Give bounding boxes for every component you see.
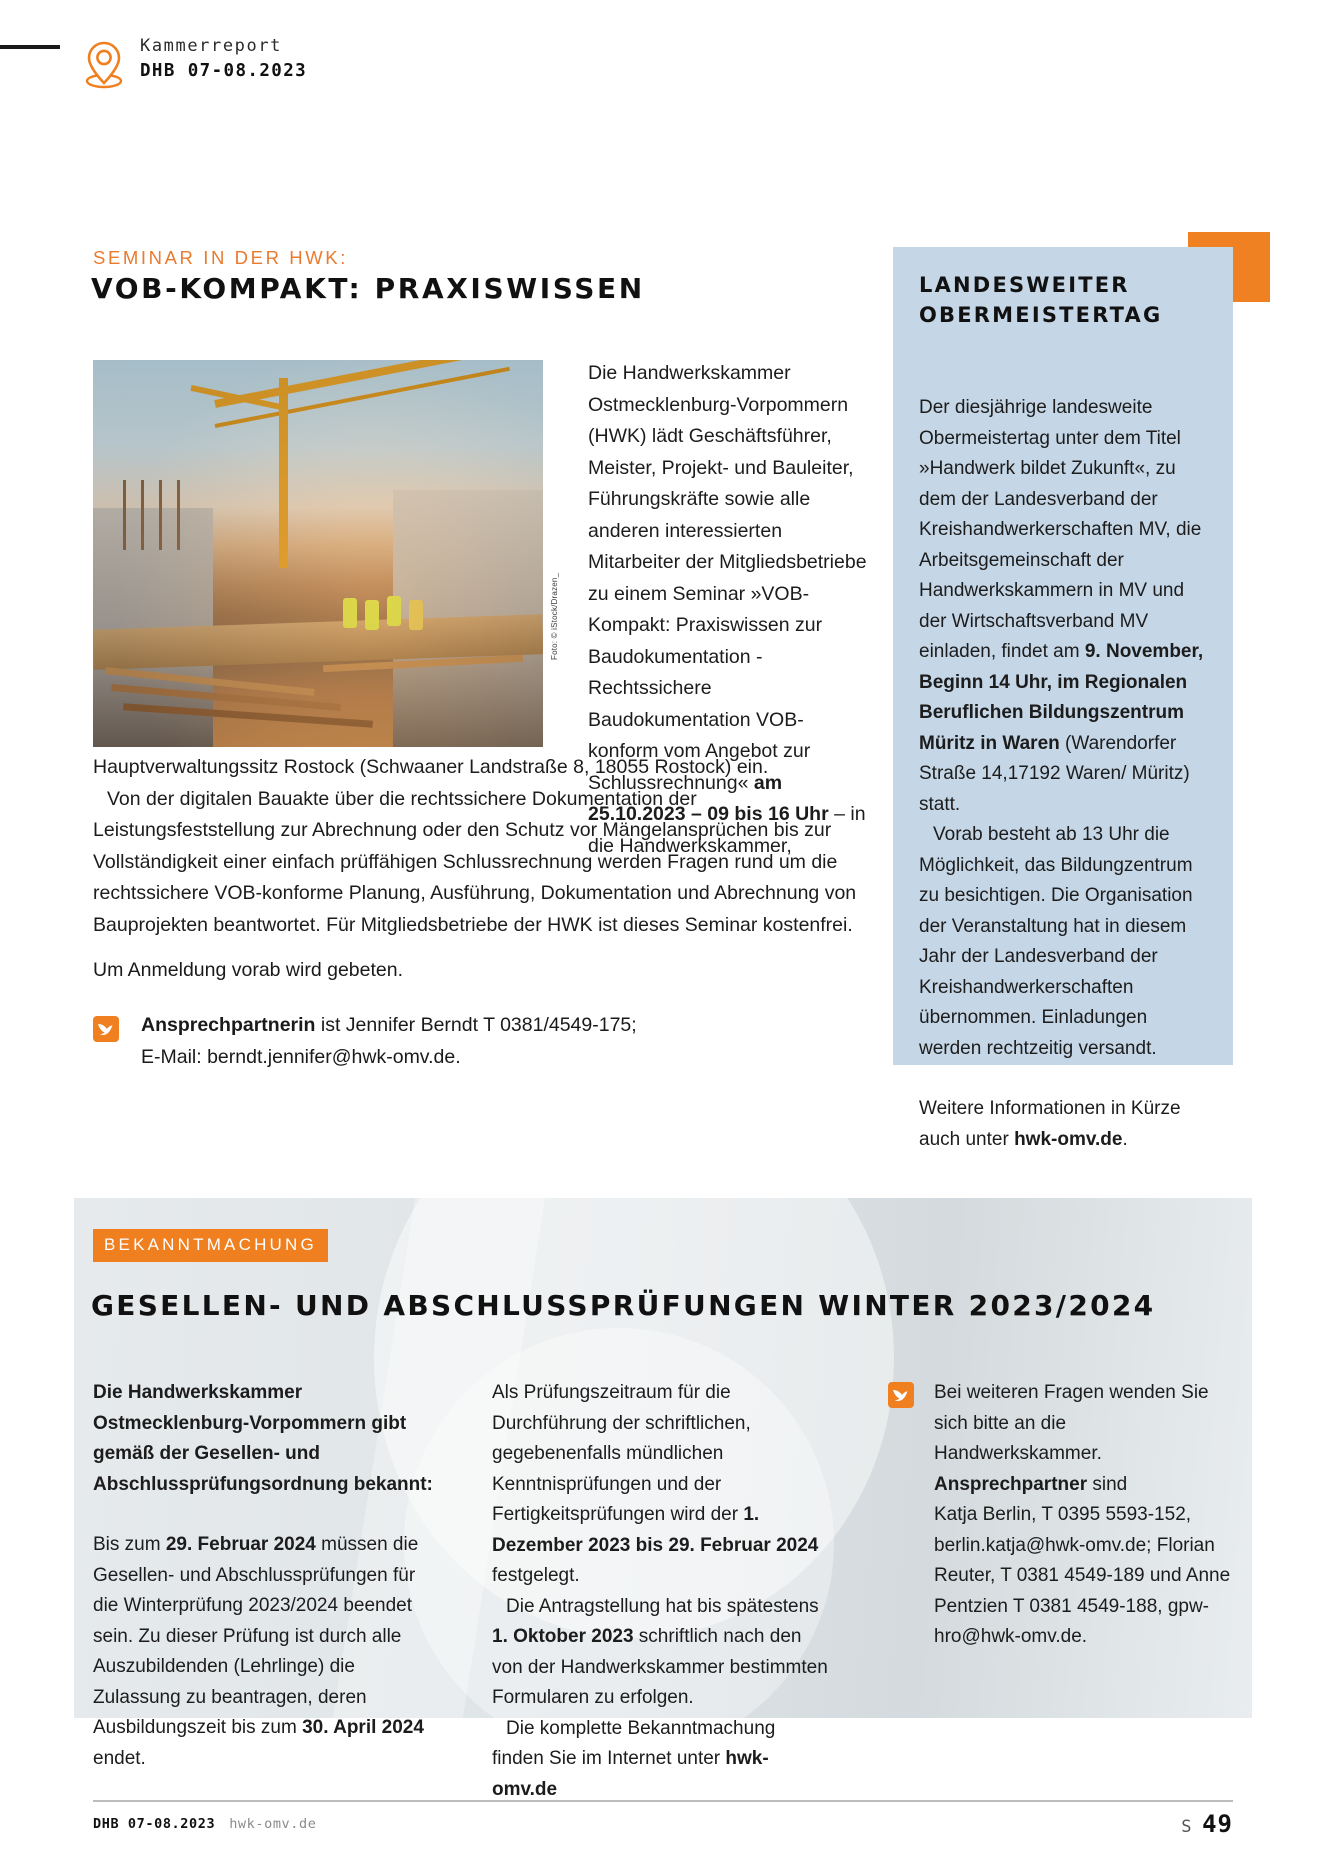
- bekanntmachung-col2-p1: [492, 1378, 832, 1592]
- footer-issue: DHB 07-08.2023: [93, 1816, 216, 1832]
- header-kammerreport-label: Kammerreport: [140, 36, 283, 56]
- seminar-intro-tail: – in die Handwerkskammer,: [588, 803, 866, 857]
- sidebar-para3-tail: .: [1122, 1128, 1128, 1150]
- orange-corner-accent-vertical: [1230, 232, 1270, 302]
- footer-left: [93, 1816, 316, 1832]
- seminar-intro-text: Die Handwerkskammer Ostmecklenburg-Vorpommern (HWK) lädt Geschäftsführer, Meister, Projekt- und Bauleiter, Führungskräfte sowie alle anderen interessierten Mitarbeiter der Mitgliedsbetriebe zu einem Seminar »VOB-Kompakt: Praxiswissen zur Baudokumentation - Rechtssichere Baudokumentation VOB-konform vom Angebot zur Schlussrechnung«: [588, 362, 867, 794]
- bekanntmachung-column-3: [934, 1378, 1234, 1653]
- seminar-para1-continue: Hauptverwaltungssitz Rostock (Schwaaner Landstraße 8, 18055 Rostock) ein.: [93, 756, 769, 778]
- bekanntmachung-col2-p2-a: Die Antragstellung hat bis spätestens: [506, 1595, 819, 1617]
- construction-site-photo: [93, 360, 543, 747]
- bekanntmachung-tag: BEKANNTMACHUNG: [93, 1229, 328, 1262]
- bekanntmachung-col2-p3-a: Die komplette Bekanntmachung finden Sie im Internet unter: [492, 1717, 776, 1769]
- sidebar-title-line1: LANDESWEITER: [919, 273, 1130, 297]
- sidebar-title-line2: OBERMEISTERTAG: [919, 303, 1163, 327]
- seminar-anmeldung-note: Um Anmeldung vorab wird gebeten.: [93, 959, 404, 981]
- seminar-contact-email: E-Mail: berndt.jennifer@hwk-omv.de.: [141, 1045, 461, 1068]
- photo-credit: Foto: © iStock/Drazen_: [550, 572, 559, 660]
- bekanntmachung-col1-c: müssen die Gesellen- und Abschlussprüfungen für die Winterprüfung 2023/2024 beendet sein. Zu dieser Prüfung ist durch alle Auszubildenden (Lehrlinge) die Zulassung zu beantragen, deren Ausbildungszeit bis zum: [93, 1534, 419, 1738]
- bird-icon: [888, 1382, 914, 1408]
- sidebar-para3-a: Weitere Informationen in Kürze auch unter: [919, 1098, 1181, 1150]
- bekanntmachung-col3-b: sind: [1087, 1473, 1128, 1495]
- seminar-kicker: SEMINAR IN DER HWK:: [93, 247, 348, 268]
- header-text: [140, 36, 307, 81]
- sidebar-para1-a: Der diesjährige landesweite Obermeistertag unter dem Titel »Handwerk bildet Zukunft«, zu dem der Landesverband der Kreishandwerkerschaften MV, die Arbeitsgemeinschaft der Handwerkskammern in MV und der Wirtschaftsverband MV einladen, findet am: [919, 397, 1202, 662]
- footer-site[interactable]: hwk-omv.de: [229, 1816, 317, 1832]
- sidebar-para1-tail: (Warendorfer Straße 14,17192 Waren/ Müritz) statt.: [919, 732, 1190, 815]
- bekanntmachung-col2-a: Als Prüfungszeitraum für die Durchführung der schriftlichen, gegebenenfalls mündlichen Kenntnisprüfungen und der Fertigkeitsprüfungen wird der: [492, 1382, 751, 1525]
- page-header: [0, 36, 1326, 92]
- bekanntmachung-column-2: [492, 1378, 832, 1805]
- header-rule: [0, 45, 60, 49]
- bekanntmachung-col3-contacts: Katja Berlin, T 0395 5593-152, berlin.katja@hwk-omv.de; Florian Reuter, T 0381 4549-189 und Anne Pentzien T 0381 4549-188, gpw-hro@hwk-omv.de.: [934, 1504, 1231, 1647]
- bekanntmachung-col1-a: Bis zum: [93, 1534, 166, 1555]
- bekanntmachung-col2-period: 1. Dezember 2023 bis 29. Februar 2024: [492, 1504, 819, 1556]
- seminar-body: [93, 752, 871, 941]
- bekanntmachung-col2-p2: [492, 1592, 832, 1714]
- seminar-contact-label: Ansprechpartnerin: [141, 1014, 316, 1036]
- bekanntmachung-col1-d: endet.: [93, 1747, 146, 1769]
- bekanntmachung-col2-p3: [492, 1714, 832, 1806]
- sidebar-para3-link[interactable]: hwk-omv.de: [1014, 1128, 1123, 1150]
- bekanntmachung-column-1: [93, 1378, 438, 1774]
- seminar-para2: Von der digitalen Bauakte über die rechtssichere Dokumentation der Leistungsfeststellung zur Abrechnung oder den Schutz vor Mängelansprüchen bis zur Vollständigkeit einer einfach prüffähigen Schlussrechnung werden Fragen rund um die rechtssichere VOB-konforme Planung, Ausführung, Dokumentation und Abrechnung von Bauprojekten beantwortet. Für Mitgliedsbetriebe der HWK ist dieses Seminar kostenfrei.: [93, 787, 857, 936]
- bekanntmachung-col1-lead: [93, 1378, 438, 1500]
- seminar-contact-block: [93, 1010, 793, 1073]
- bekanntmachung-col1-date1: 29. Februar 2024: [165, 1534, 316, 1555]
- sidebar-para2: Vorab besteht ab 13 Uhr die Möglichkeit, das Bildungzentrum zu besichtigen. Die Organisation der Veranstaltung hat in diesem Jahr der Landesverband der Kreishandwerkerschaften übernommen. Einladungen werden rechtzeitig versandt.: [919, 824, 1193, 1059]
- footer-page-number: 49: [1202, 1810, 1233, 1838]
- bekanntmachung-col3-contact-label: [934, 1470, 1234, 1501]
- header-issue-label: DHB 07-08.2023: [140, 61, 308, 82]
- sidebar-title: [919, 270, 1219, 330]
- sidebar-body: [919, 393, 1214, 1155]
- sidebar-para3: [919, 1094, 1214, 1155]
- footer-rule: [93, 1800, 1233, 1802]
- footer-page: [1181, 1810, 1233, 1838]
- footer-page-prefix: S: [1181, 1817, 1193, 1837]
- sidebar-para1: [919, 393, 1214, 820]
- bekanntmachung-col2-c: festgelegt.: [492, 1565, 580, 1586]
- bekanntmachung-headline: GESELLEN- UND ABSCHLUSSPRÜFUNGEN WINTER 2023/2024: [91, 1289, 1156, 1322]
- bekanntmachung-col1-lead-bold: Die Handwerkskammer Ostmecklenburg-Vorpommern gibt gemäß der Gesellen- und Abschlussprüfungsordnung bekannt:: [93, 1382, 433, 1495]
- bekanntmachung-col1-date2: 30. April 2024: [302, 1717, 424, 1738]
- sidebar-para1-bold: 9. November, Beginn 14 Uhr, im Regionalen Beruflichen Bildungszentrum Müritz in Waren: [919, 641, 1204, 754]
- seminar-headline: VOB-KOMPAKT: PRAXISWISSEN: [91, 272, 645, 305]
- seminar-intro-date: am 25.10.2023 – 09 bis 16 Uhr: [588, 771, 829, 825]
- bekanntmachung-col3-bold: Ansprechpartner: [934, 1473, 1088, 1495]
- bekanntmachung-col3-intro: Bei weiteren Fragen wenden Sie sich bitte an die Handwerkskammer.: [934, 1382, 1209, 1464]
- bekanntmachung-col2-p2-c: schriftlich nach den von der Handwerkskammer bestimmten Formularen zu erfolgen.: [492, 1626, 828, 1708]
- bird-icon: [93, 1016, 119, 1042]
- bekanntmachung-col2-link[interactable]: hwk-omv.de: [492, 1748, 769, 1800]
- bekanntmachung-col2-deadline: 1. Oktober 2023: [492, 1626, 634, 1647]
- bekanntmachung-col1-body: [93, 1530, 438, 1774]
- location-pin-icon: [84, 38, 124, 90]
- seminar-contact-rest: ist Jennifer Berndt T 0381/4549-175;: [315, 1014, 637, 1036]
